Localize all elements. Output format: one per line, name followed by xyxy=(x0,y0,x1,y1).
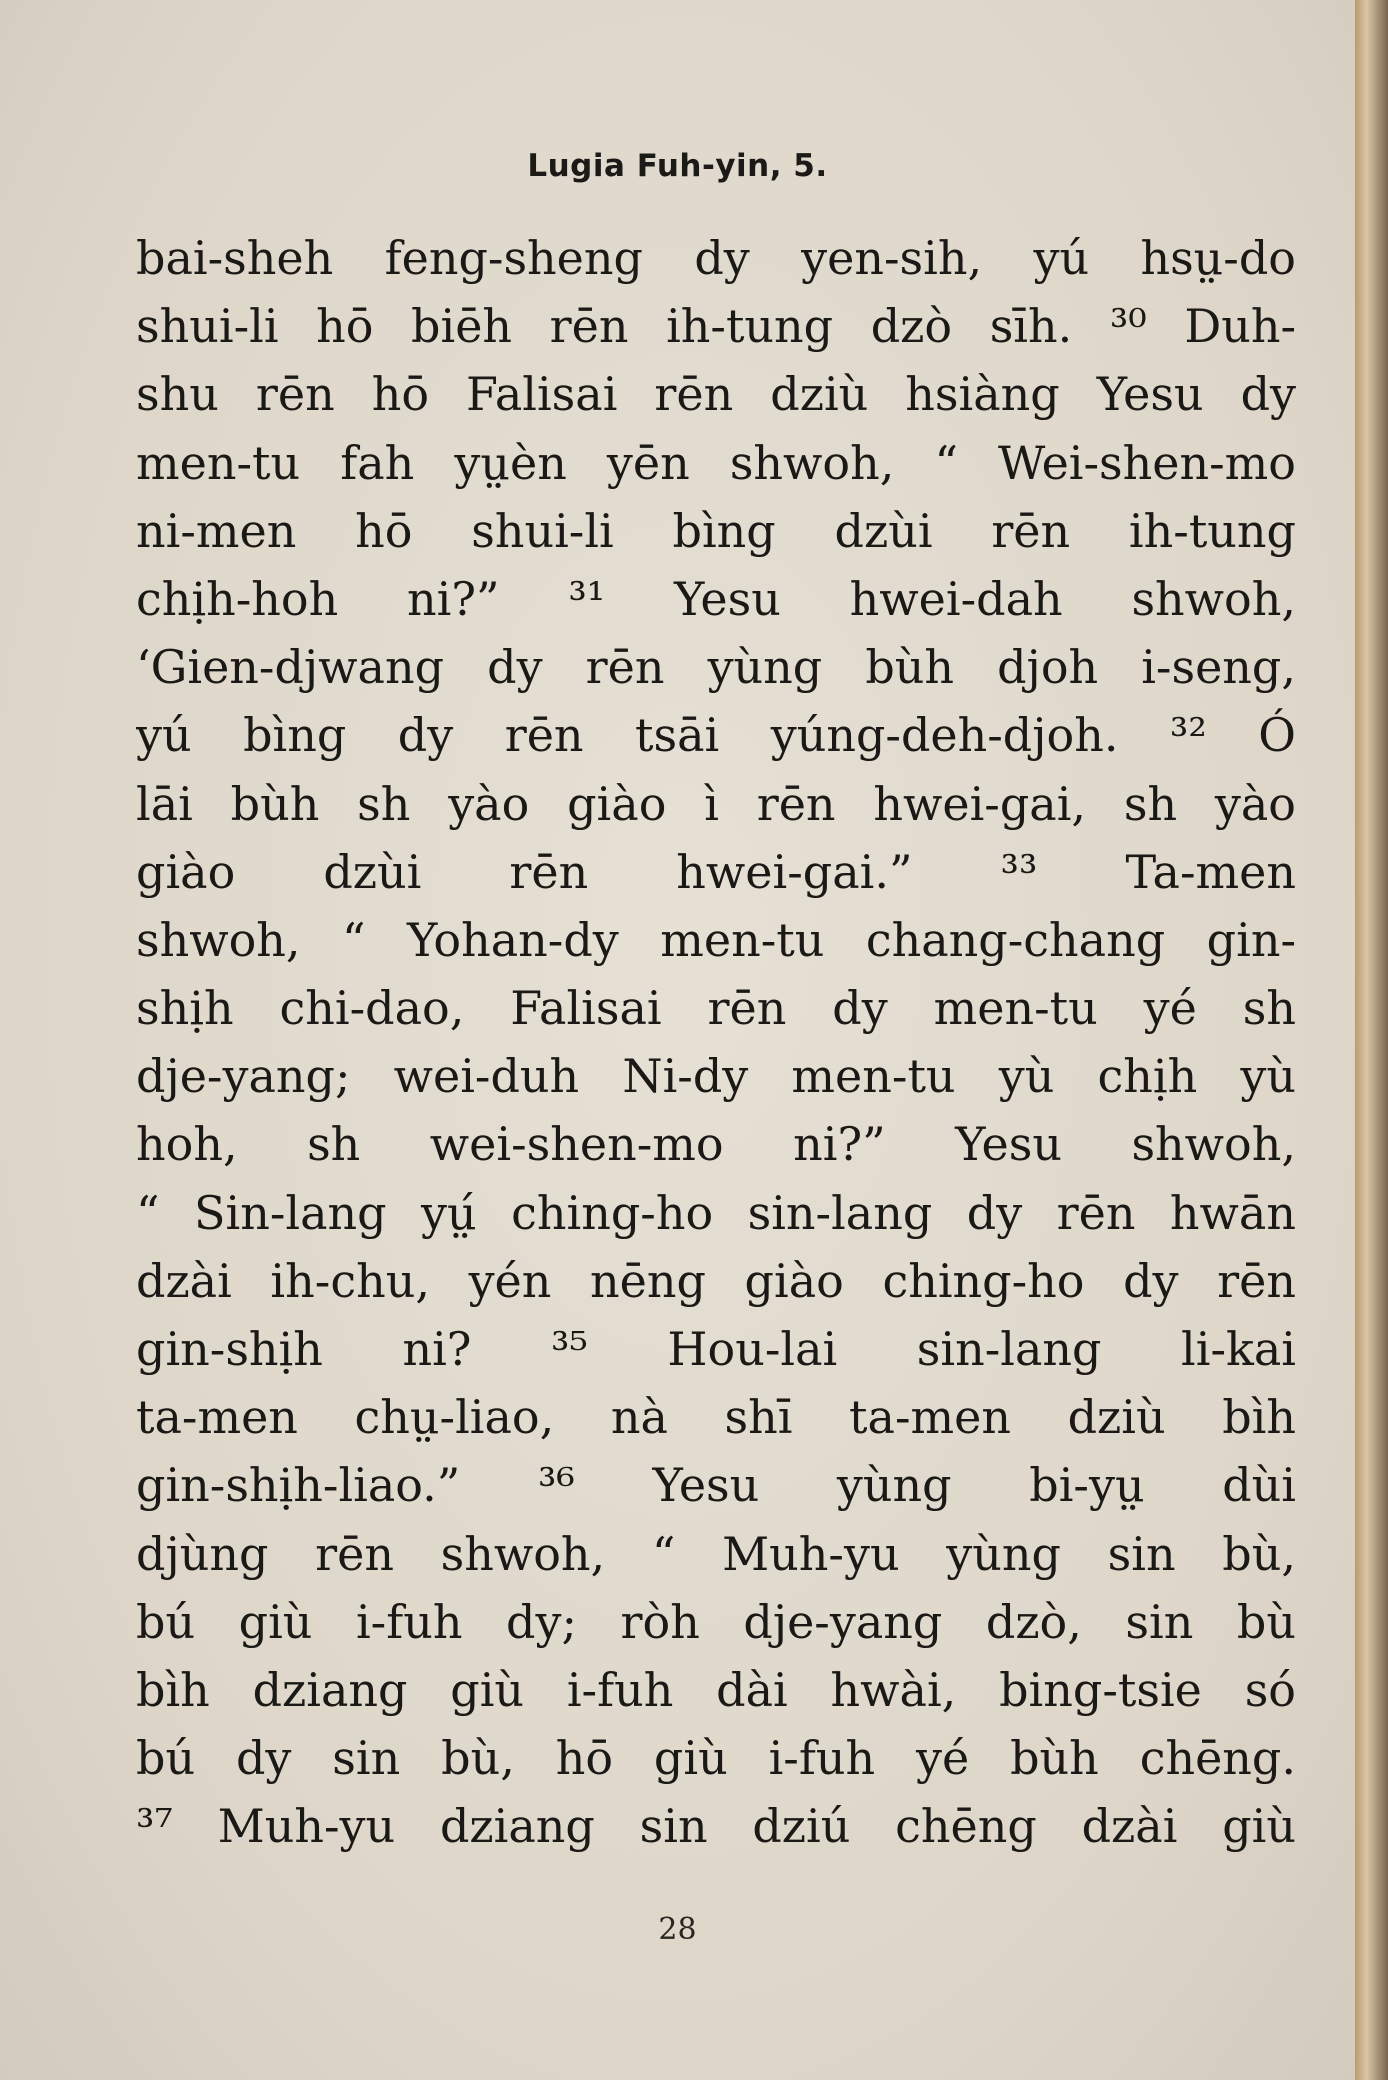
text-line: dje-yang; wei-duh Ni-dy men-tu yù chịh yù xyxy=(136,1049,1296,1104)
text-line: ³⁷ Muh-yu dziang sin dziú chēng dzài giù xyxy=(136,1799,1296,1854)
body-text xyxy=(136,224,1296,1861)
text-line: ni-men hō shui-li bìng dzùi rēn ih-tung xyxy=(136,503,1296,558)
text-line: djùng rēn shwoh, “ Muh-yu yùng sin bù, xyxy=(136,1526,1296,1581)
text-line: bìh dziang giù i-fuh dài hwài, bing-tsie só xyxy=(136,1662,1296,1717)
text-line: chịh-hoh ni?” ³¹ Yesu hwei-dah shwoh, xyxy=(136,571,1296,626)
text-line: ta-men chṳ-liao, nà shī ta-men dziù bìh xyxy=(136,1390,1296,1445)
text-line: giào dzùi rēn hwei-gai.” ³³ Ta-men xyxy=(136,844,1296,899)
text-line: shịh chi-dao, Falisai rēn dy men-tu yé sh xyxy=(136,981,1296,1036)
text-line: shu rēn hō Falisai rēn dziù hsiàng Yesu dy xyxy=(136,367,1296,422)
text-line: gin-shịh ni? ³⁵ Hou-lai sin-lang li-kai xyxy=(136,1322,1296,1376)
text-line: hoh, sh wei-shen-mo ni?” Yesu shwoh, xyxy=(136,1117,1296,1172)
text-line: dzài ih-chu, yén nēng giào ching-ho dy rēn xyxy=(136,1253,1296,1308)
page-edge xyxy=(1355,0,1388,2080)
text-line: gin-shịh-liao.” ³⁶ Yesu yùng bi-yṳ dùi xyxy=(136,1458,1296,1513)
text-line: “ Sin-lang yṳ́ ching-ho sin-lang dy rēn hwān xyxy=(136,1185,1296,1240)
text-line: shwoh, “ Yohan-dy men-tu chang-chang gin- xyxy=(136,912,1296,967)
text-line: bai-sheh feng-sheng dy yen-sih, yú hsṳ-do xyxy=(136,231,1296,285)
text-line: yú bìng dy rēn tsāi yúng-deh-djoh. ³² Ó xyxy=(136,708,1296,763)
text-line: men-tu fah yṳèn yēn shwoh, “ Wei-shen-mo xyxy=(136,435,1296,490)
text-line: ‘Gien-djwang dy rēn yùng bùh djoh i-seng, xyxy=(136,640,1296,695)
text-line: bú dy sin bù, hō giù i-fuh yé bùh chēng. xyxy=(136,1731,1296,1786)
running-title: Lugia Fuh-yin, 5. xyxy=(527,148,828,184)
page-number: 28 xyxy=(658,1912,697,1947)
text-line: lāi bùh sh yào giào ì rēn hwei-gai, sh yào xyxy=(136,776,1296,831)
text-line: shui-li hō biēh rēn ih-tung dzò sīh. ³⁰ Duh- xyxy=(136,299,1296,354)
text-line: bú giù i-fuh dy; ròh dje-yang dzò, sin bù xyxy=(136,1594,1296,1649)
